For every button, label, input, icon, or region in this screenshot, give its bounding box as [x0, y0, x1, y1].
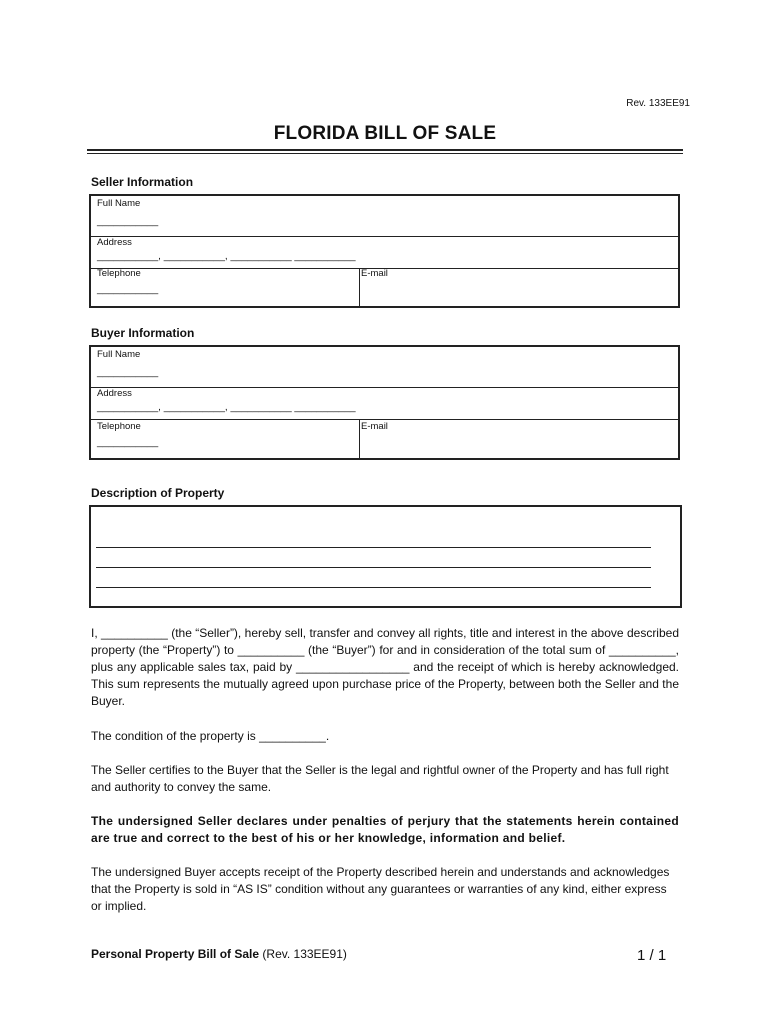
buyer-contact-divider: [359, 419, 360, 458]
footer-revision: (Rev. 133EE91): [262, 947, 347, 961]
buyer-address-row[interactable]: [91, 388, 678, 420]
buyer-full-name-row[interactable]: [91, 347, 678, 388]
document-title: FLORIDA BILL OF SALE: [273, 123, 497, 144]
description-line: [96, 587, 651, 588]
buyer-full-name-field[interactable]: ___________: [97, 367, 159, 378]
as-is-clause: The undersigned Buyer accepts receipt of the Property described herein and understands and acknowledges that the Property is sold in “AS IS” condition without any guarantees or warranties of any kind, either express or implied.: [91, 865, 670, 913]
seller-heading: Seller Information: [91, 175, 194, 189]
footer-document-name: [91, 947, 347, 961]
seller-contact-row: [91, 268, 678, 306]
buyer-telephone-label: Telephone: [97, 421, 141, 432]
footer-doc-title: Personal Property Bill of Sale: [91, 947, 260, 961]
buyer-address-label: Address: [97, 388, 132, 399]
seller-telephone-field[interactable]: ___________: [97, 284, 159, 295]
title-rule-thick: [87, 149, 683, 151]
seller-full-name-row[interactable]: [91, 196, 678, 237]
page-number: 1 / 1: [637, 947, 667, 964]
title-rule-thin: [87, 153, 683, 154]
property-description-box[interactable]: [89, 505, 682, 608]
seller-address-field[interactable]: ___________, ___________, ___________ ___________: [97, 251, 356, 262]
seller-address-label: Address: [97, 237, 132, 248]
buyer-address-field[interactable]: ___________, ___________, ___________ ___________: [97, 402, 356, 413]
buyer-email-label: E-mail: [361, 421, 388, 432]
certification-clause: The Seller certifies to the Buyer that the Seller is the legal and rightful owner of the Property and has full right and authority to convey the same.: [91, 763, 669, 794]
buyer-full-name-label: Full Name: [97, 349, 141, 360]
seller-address-row[interactable]: [91, 237, 678, 269]
buyer-contact-row: [91, 419, 678, 458]
condition-clause: The condition of the property is __________.: [91, 729, 330, 743]
seller-full-name-field[interactable]: ___________: [97, 216, 159, 227]
seller-telephone-label: Telephone: [97, 268, 141, 279]
seller-contact-divider: [359, 268, 360, 306]
seller-email-label: E-mail: [361, 268, 388, 279]
buyer-telephone-field[interactable]: ___________: [97, 437, 159, 448]
seller-info-table: [89, 194, 680, 308]
description-line: [96, 567, 651, 568]
sale-clause: I, __________ (the “Seller”), hereby sell, transfer and convey all rights, title and interest in the above described property (the “Property”) to __________ (the “Buyer”) for and in consideration of the total sum of __________, plus any applicable sales tax, paid by _________________ and the receipt of which is hereby acknowledged. This sum represents the mutually agreed upon purchase price of the Property, between both the Seller and the Buyer.: [91, 626, 679, 708]
buyer-info-table: [89, 345, 680, 460]
buyer-heading: Buyer Information: [91, 326, 195, 340]
description-line: [96, 547, 651, 548]
seller-full-name-label: Full Name: [97, 198, 141, 209]
revision-number: Rev. 133EE91: [626, 98, 690, 109]
perjury-clause: The undersigned Seller declares under penalties of perjury that the statements herein contained are true and correct to the best of his or her knowledge, information and belief.: [91, 814, 679, 845]
property-heading: Description of Property: [91, 486, 225, 500]
